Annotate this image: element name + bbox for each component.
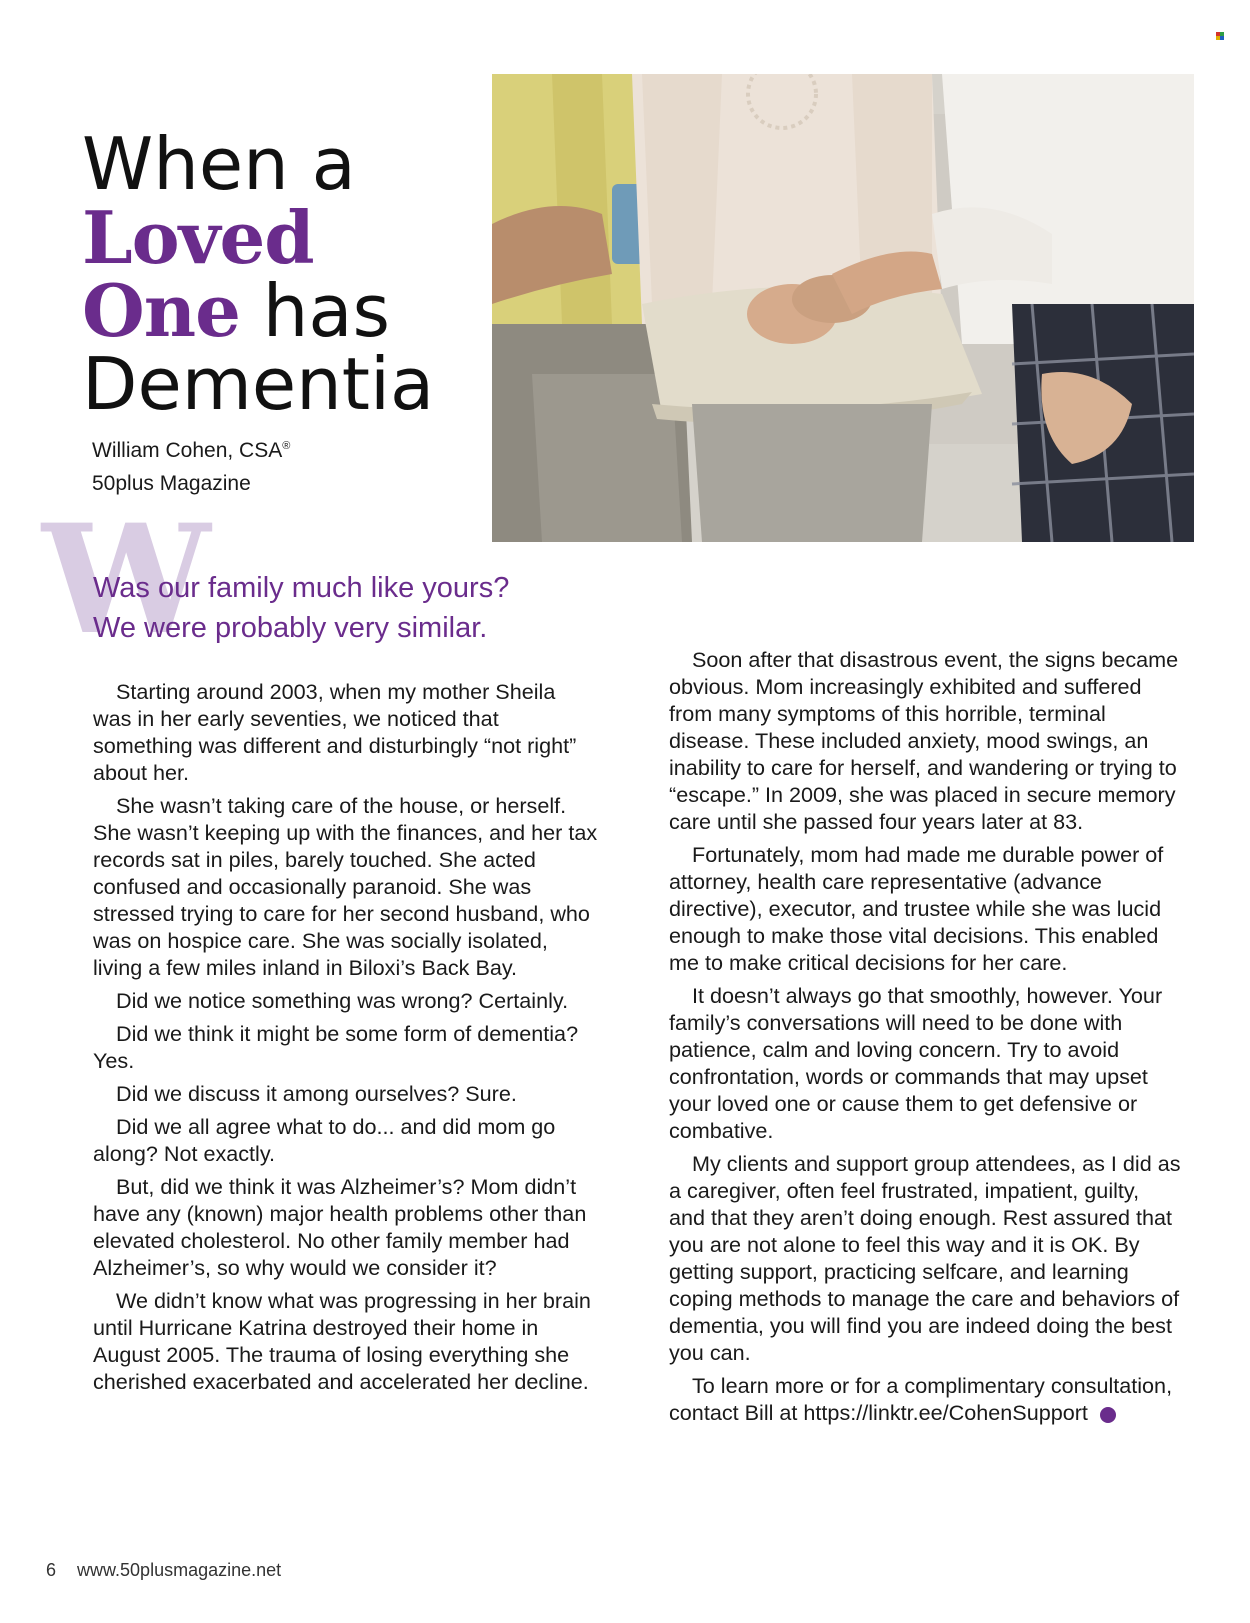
right-column	[669, 646, 1181, 1432]
intro-subheading	[93, 568, 509, 648]
author-credential-mark: ®	[282, 440, 291, 452]
end-of-article-dot-icon	[1100, 1407, 1116, 1423]
paragraph: Fortunately, mom had made me durable power of attorney, health care representative (advance directive), executor, and trustee while she was lucid enough to make those vital decisions. This enabled me to make critical decisions for her care.	[669, 842, 1164, 975]
title-line-4: Dementia	[82, 342, 435, 427]
paragraph: It doesn’t always go that smoothly, however. Your family’s conversations will need to be done with patience, calm and loving concern. Try to avoid confrontation, words or commands that may upset your loved one or cause them to get defensive or combative.	[669, 983, 1163, 1143]
title-line-3	[82, 268, 482, 354]
byline	[92, 430, 290, 500]
article-title	[82, 122, 482, 427]
intro-line-1: Was our family much like yours?	[93, 572, 510, 604]
page-number: 6	[46, 1560, 57, 1580]
paragraph: Did we all agree what to do... and did mom go along? Not exactly.	[93, 1114, 556, 1166]
paragraph: Did we discuss it among ourselves? Sure.	[116, 1081, 517, 1106]
article-photo	[492, 74, 1194, 542]
publication-name: 50plus Magazine	[92, 472, 251, 495]
paragraph: Did we think it might be some form of dementia? Yes.	[93, 1021, 579, 1073]
author-name: William Cohen, CSA	[92, 439, 283, 462]
title-line-2-highlight: Loved	[82, 195, 314, 281]
intro-line-2: We were probably very similar.	[93, 612, 488, 644]
photo-of-family-holding-hands-icon	[492, 74, 1194, 542]
title-line-3-highlight: One	[82, 268, 240, 354]
page-footer	[46, 1560, 281, 1581]
contact-text: To learn more or for a complimentary consultation, contact Bill at https://linktr.ee/CohenSupport	[669, 1373, 1173, 1425]
paragraph-last	[669, 1372, 1181, 1426]
author-line	[92, 430, 290, 467]
left-column	[93, 678, 598, 1401]
paragraph: My clients and support group attendees, as I did as a caregiver, often feel frustrated, impatient, guilty, and that they aren’t doing enough. Rest assured that you are not alone to feel this way and it is OK. By getting support, practicing selfcare, and learning coping methods to manage the care and behaviors of dementia, you will find you are indeed doing the best you can.	[669, 1151, 1181, 1365]
drop-cap-letter: W	[42, 492, 211, 668]
title-line-1: When a	[82, 122, 356, 207]
paragraph: She wasn’t taking care of the house, or herself. She wasn’t keeping up with the finances, and her tax records sat in piles, barely touched. She acted confused and occasionally paranoid. She was stressed trying to care for her second husband, who was on hospice care. She was socially isolated, living a few miles inland in Biloxi’s Back Bay.	[93, 793, 598, 980]
paragraph: Did we notice something was wrong? Certainly.	[116, 988, 569, 1013]
paragraph: Starting around 2003, when my mother Sheila was in her early seventies, we noticed that something was different and disturbingly “not right” about her.	[93, 679, 577, 785]
registration-mark-icon	[1216, 32, 1224, 40]
title-line-3-rest: has	[239, 269, 391, 354]
paragraph: But, did we think it was Alzheimer’s? Mom didn’t have any (known) major health problems other than elevated cholesterol. No other family member had Alzheimer’s, so why would we consider it?	[93, 1174, 587, 1280]
website-url: www.50plusmagazine.net	[77, 1560, 282, 1580]
paragraph: Soon after that disastrous event, the signs became obvious. Mom increasingly exhibited and suffered from many symptoms of this horrible, terminal disease. These included anxiety, mood swings, an inability to care for herself, and wandering or trying to “escape.” In 2009, she was placed in secure memory care until she passed four years later at 83.	[669, 647, 1179, 834]
paragraph: We didn’t know what was progressing in her brain until Hurricane Katrina destroyed their home in August 2005. The trauma of losing everything she cherished exacerbated and accelerated her decline.	[93, 1288, 591, 1394]
